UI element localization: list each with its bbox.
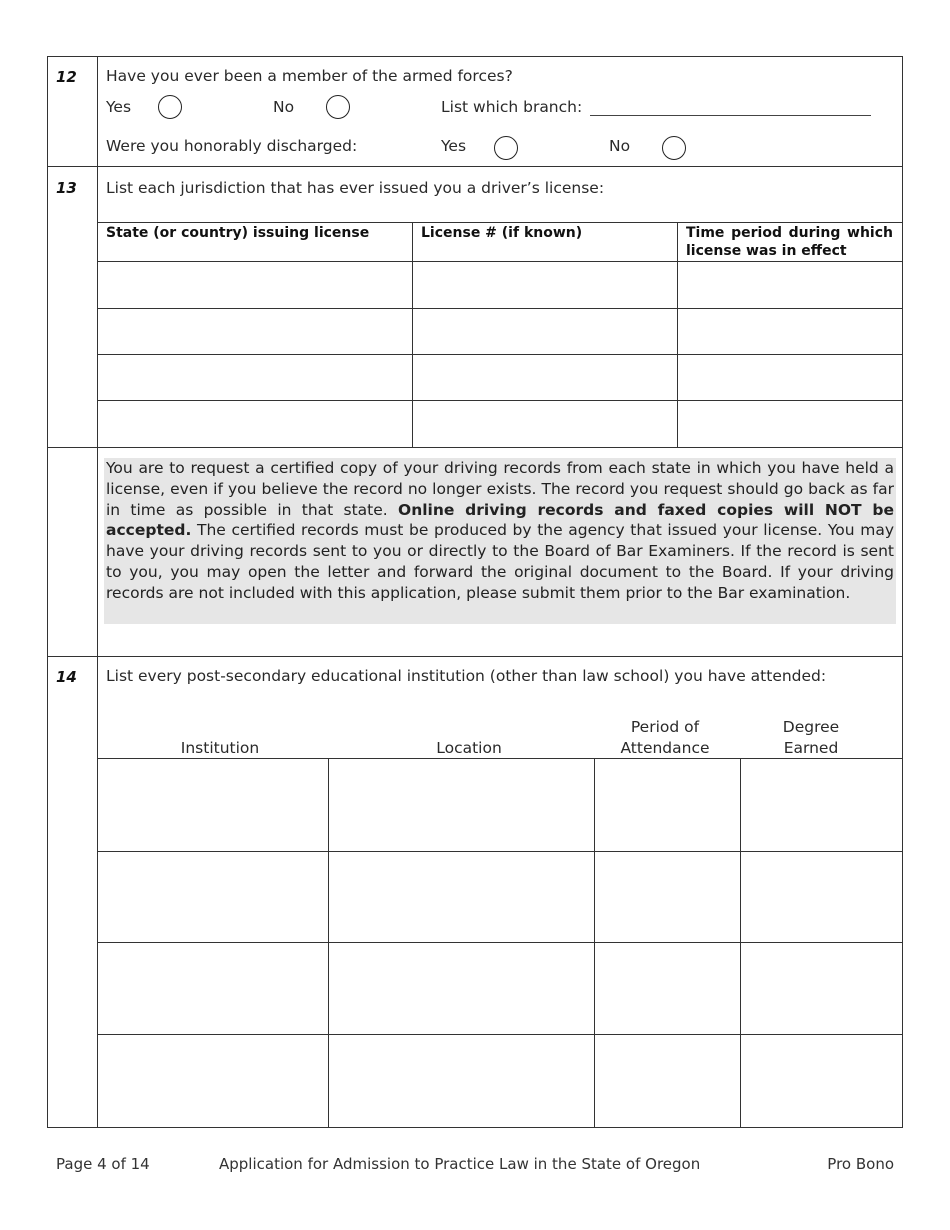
education-institution-cell[interactable]: [99, 760, 327, 850]
education-location-cell[interactable]: [330, 1036, 593, 1126]
period-header-line1: Period of: [630, 718, 700, 736]
drivers-license-question: List each jurisdiction that has ever issued you a driver’s license:: [106, 179, 605, 197]
license-number-cell[interactable]: [414, 263, 676, 307]
section-divider-notice-14: [47, 656, 903, 657]
question-number-13: 13: [56, 179, 77, 197]
education-table-col-line: [740, 758, 741, 1128]
armed-forces-yes-radio[interactable]: [158, 95, 182, 119]
education-degree-cell[interactable]: [742, 1036, 901, 1126]
license-table-top: [97, 222, 903, 223]
education-header-degree: [741, 717, 881, 759]
armed-forces-question: Have you ever been a member of the armed forces?: [106, 67, 513, 85]
degree-header-line1: Degree: [782, 718, 840, 736]
education-table-row-line: [97, 942, 903, 943]
discharge-no-label: No: [609, 137, 631, 155]
education-period-cell[interactable]: [596, 760, 739, 850]
education-table-row-line: [97, 851, 903, 852]
education-period-cell[interactable]: [596, 1036, 739, 1126]
education-institution-cell[interactable]: [99, 853, 327, 941]
license-table-header-bottom: [97, 261, 903, 262]
license-period-cell[interactable]: [679, 263, 901, 307]
honorable-discharge-question: Were you honorably discharged:: [106, 137, 358, 155]
education-degree-cell[interactable]: [742, 944, 901, 1033]
license-table-col-line: [677, 222, 678, 447]
education-table-col-line: [328, 758, 329, 1128]
license-table-row-line: [97, 308, 903, 309]
education-period-cell[interactable]: [596, 853, 739, 941]
footer-page-number: Page 4 of 14: [56, 1155, 150, 1173]
license-number-cell[interactable]: [414, 310, 676, 353]
education-table-top: [97, 758, 903, 759]
license-period-cell[interactable]: [679, 310, 901, 353]
section-divider-12-13: [47, 166, 903, 167]
education-institution-cell[interactable]: [99, 1036, 327, 1126]
degree-header-line2: Earned: [783, 739, 839, 757]
armed-forces-no-label: No: [273, 98, 295, 116]
period-header-line2: Attendance: [620, 739, 710, 757]
license-period-cell[interactable]: [679, 356, 901, 399]
license-number-cell[interactable]: [414, 402, 676, 446]
license-table-row-line: [97, 400, 903, 401]
discharge-yes-label: Yes: [441, 137, 467, 155]
notice-text-part1: You are to request a certified copy of your driving records from each state in which you have held a license, even if you believe the record no longer exists. The record you request should go back as far in time as possible in that state.: [106, 459, 894, 519]
section-divider-13-notice: [47, 447, 903, 448]
discharge-no-radio[interactable]: [662, 136, 686, 160]
license-state-cell[interactable]: [99, 310, 411, 353]
question-number-12: 12: [56, 68, 77, 86]
license-table-col-line: [412, 222, 413, 447]
discharge-yes-radio[interactable]: [494, 136, 518, 160]
license-period-cell[interactable]: [679, 402, 901, 446]
license-state-cell[interactable]: [99, 356, 411, 399]
license-number-cell[interactable]: [414, 356, 676, 399]
education-question: List every post-secondary educational institution (other than law school) you have attended:: [106, 667, 827, 685]
education-location-cell[interactable]: [330, 853, 593, 941]
education-table-col-line: [594, 758, 595, 1128]
license-state-cell[interactable]: [99, 263, 411, 307]
education-location-cell[interactable]: [330, 944, 593, 1033]
frame-bottom-border: [47, 1127, 903, 1128]
license-table-row-line: [97, 354, 903, 355]
footer-pro-bono: Pro Bono: [827, 1155, 894, 1173]
education-location-cell[interactable]: [330, 760, 593, 850]
armed-forces-yes-label: Yes: [106, 98, 132, 116]
frame-top-border: [47, 56, 903, 57]
branch-input-line[interactable]: [590, 115, 871, 116]
question-number-14: 14: [56, 668, 77, 686]
frame-left-border: [47, 56, 48, 1128]
branch-label: List which branch:: [441, 98, 583, 116]
education-header-period: [595, 717, 735, 759]
license-header-state: State (or country) issuing license: [106, 225, 370, 241]
notice-text-part2: The certified records must be produced by the agency that issued your license. You may have your driving records sent to you or directly to the Board of Bar Examiners. If the record is sent to you, you may open the letter and forward the original document to the Board. If your driving records are not included with this application, please submit them prior to the Bar examination.: [106, 521, 894, 602]
armed-forces-no-radio[interactable]: [326, 95, 350, 119]
education-degree-cell[interactable]: [742, 853, 901, 941]
education-degree-cell[interactable]: [742, 760, 901, 850]
license-header-number: License # (if known): [421, 225, 583, 241]
education-institution-cell[interactable]: [99, 944, 327, 1033]
education-period-cell[interactable]: [596, 944, 739, 1033]
license-state-cell[interactable]: [99, 402, 411, 446]
education-header-location: Location: [436, 739, 502, 757]
driving-records-notice: [104, 458, 896, 624]
footer-title: Application for Admission to Practice Law in the State of Oregon: [219, 1155, 701, 1173]
license-header-time-period: Time period during which license was in effect: [686, 225, 893, 259]
education-header-institution: Institution: [180, 739, 260, 757]
education-table-row-line: [97, 1034, 903, 1035]
frame-right-border: [902, 56, 903, 1128]
notice-bold-warning: Online driving records and faxed copies will NOT be accepted.: [106, 500, 894, 540]
